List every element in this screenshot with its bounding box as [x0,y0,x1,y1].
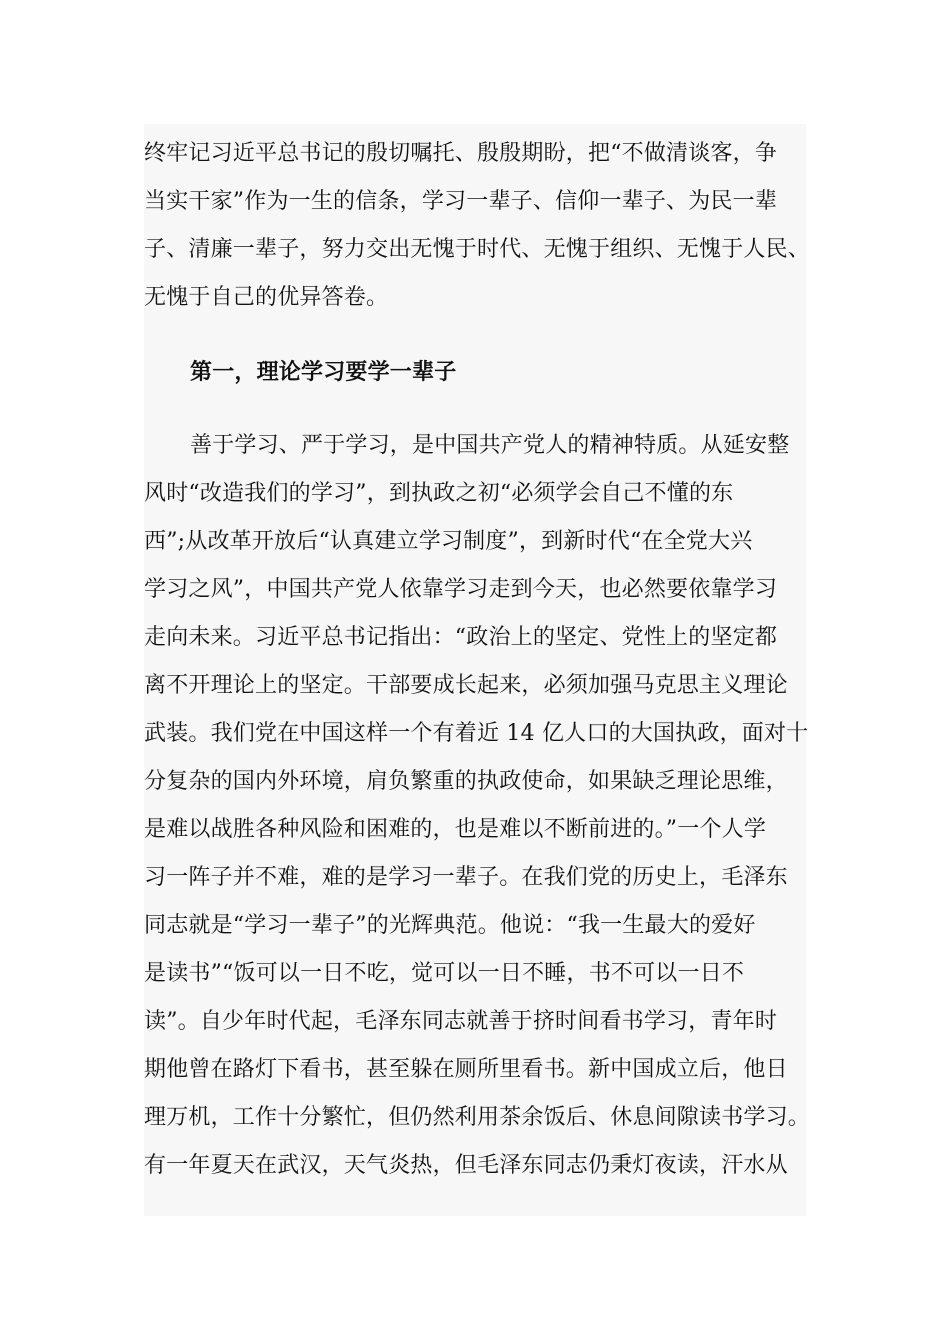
paragraph-line: 读”。自少年时代起，毛泽东同志就善于挤时间看书学习，青年时 [144,1009,778,1034]
paragraph-line: 同志就是“学习一辈子”的光辉典范。他说：“我一生最大的爱好 [144,913,756,938]
paragraph-line: 有一年夏天在武汉，天气炎热，但毛泽东同志仍秉灯夜读，汗水从 [144,1153,788,1178]
paragraph-line: 当实干家”作为一生的信条，学习一辈子、信仰一辈子、为民一辈 [144,189,778,214]
paragraph-line: 武装。我们党在中国这样一个有着近 14 亿人口的大国执政，面对十 [144,721,809,746]
paragraph-line: 学习之风”，中国共产党人依靠学习走到今天，也必然要依靠学习 [144,577,778,602]
paragraph-line: 终牢记习近平总书记的殷切嘱托、殷殷期盼，把“不做清谈客，争 [144,141,778,166]
paragraph-line: 子、清廉一辈子，努力交出无愧于时代、无愧于组织、无愧于人民、 [144,237,811,262]
paragraph-line: 风时“改造我们的学习”，到执政之初“必须学会自己不懂的东 [144,481,734,506]
paragraph-line: 习一阵子并不难，难的是学习一辈子。在我们党的历史上，毛泽东 [144,865,788,890]
section-heading: 第一，理论学习要学一辈子 [190,359,457,385]
document-body [144,124,811,1216]
paragraph-line: 走向未来。习近平总书记指出：“政治上的坚定、党性上的坚定都 [144,625,778,650]
paragraph-line: 善于学习、严于学习，是中国共产党人的精神特质。从延安整 [190,433,790,458]
paragraph-line: 是难以战胜各种风险和困难的，也是难以不断前进的。”一个人学 [144,817,767,842]
paragraph-line: 离不开理论上的坚定。干部要成长起来，必须加强马克思主义理论 [144,673,788,698]
paragraph-line: 期他曾在路灯下看书，甚至躲在厕所里看书。新中国成立后，他日 [144,1057,788,1082]
paragraph-line: 是读书”“饭可以一日不吃，觉可以一日不睡，书不可以一日不 [144,961,745,986]
paragraph-line: 分复杂的国内外环境，肩负繁重的执政使命，如果缺乏理论思维， [144,769,788,794]
paragraph-line: 无愧于自己的优异答卷。 [144,285,389,310]
paragraph-line: 西”;从改革开放后“认真建立学习制度”，到新时代“在全党大兴 [144,529,753,554]
paragraph-line: 理万机，工作十分繁忙，但仍然利用茶余饭后、休息间隙读书学习。 [144,1105,811,1130]
